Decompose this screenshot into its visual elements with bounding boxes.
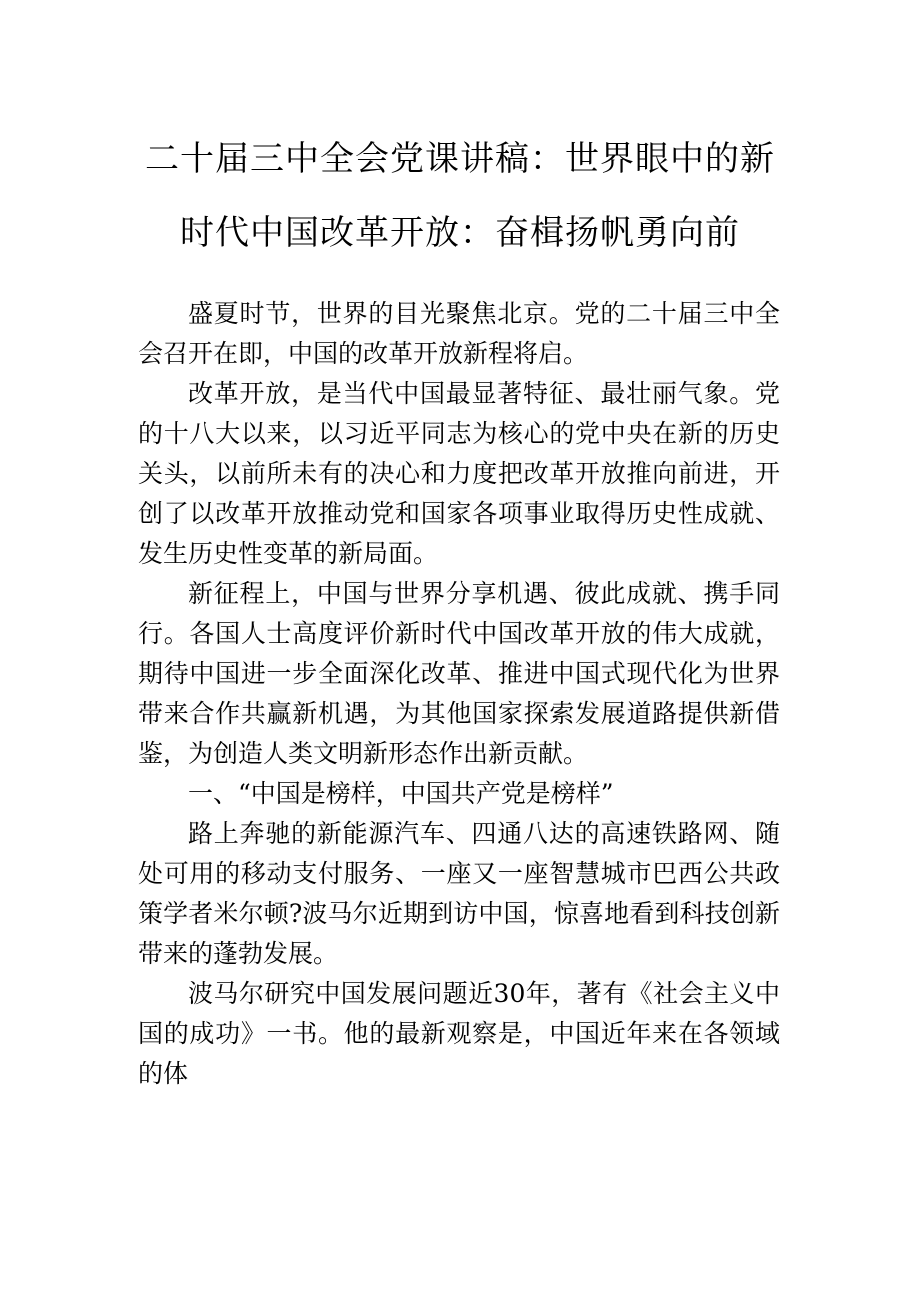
paragraph-tech: 路上奔驰的新能源汽车、四通八达的高速铁路网、随处可用的移动支付服务、一座又一座智慧城市巴西公共政策学者米尔顿?波马尔近期到访中国，惊喜地看到科技创新带来的蓬勃发展。 [138, 819, 780, 968]
title-line-2: 时代中国改革开放：奋楫扬帆勇向前 [180, 213, 740, 253]
paragraph-reform: 改革开放，是当代中国最显著特征、最壮丽气象。党的十八大以来，以习近平同志为核心的党中央在新的历史关头，以前所未有的决心和力度把改革开放推向前进，开创了以改革开放推动党和国家各项事业取得历史性成就、发生历史性变革的新局面。 [138, 379, 780, 568]
paragraph-pomar: 波马尔研究中国发展问题近30年，著有《社会主义中国的成功》一书。他的最新观察是，中国近年来在各领域的体 [138, 979, 780, 1088]
paragraph-intro: 盛夏时节，世界的目光聚焦北京。党的二十届三中全会召开在即，中国的改革开放新程将启。 [138, 299, 780, 368]
section-heading-1: 一、“中国是榜样，中国共产党是榜样” [188, 779, 614, 808]
document-body [138, 294, 780, 1094]
paragraph-new-journey: 新征程上，中国与世界分享机遇、彼此成就、携手同行。各国人士高度评价新时代中国改革开放的伟大成就，期待中国进一步全面深化改革、推进中国式现代化为世界带来合作共赢新机遇，为其他国家探索发展道路提供新借鉴，为创造人类文明新形态作出新贡献。 [138, 579, 780, 768]
title-line-1: 二十届三中全会党课讲稿：世界眼中的新 [145, 139, 775, 179]
document-title [120, 122, 800, 270]
